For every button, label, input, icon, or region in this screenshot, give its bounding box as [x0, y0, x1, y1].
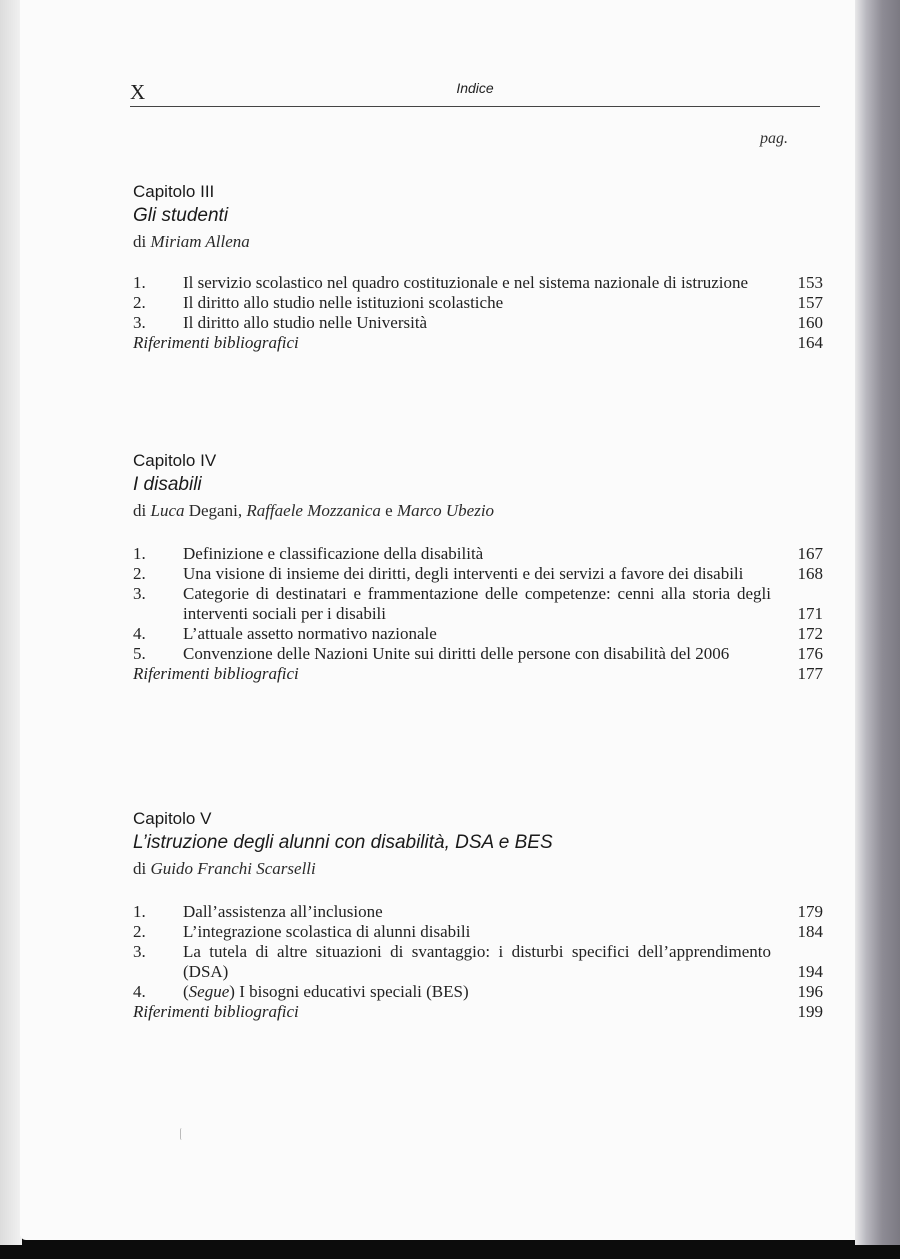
pencil-mark	[180, 1128, 184, 1140]
toc-entry[interactable]: 3. La tutela di altre situazioni di svantaggio: i disturbi specifici dell’apprendimento (DSA) 194	[133, 942, 823, 981]
chapter-title: Gli studenti	[133, 205, 229, 226]
toc-entry[interactable]: 2. L’integrazione scolastica di alunni disabili 184	[133, 922, 823, 941]
toc-references[interactable]	[133, 1002, 823, 1022]
toc-entries	[133, 544, 823, 684]
entry-text: Il servizio scolastico nel quadro costituzionale e nel sistema nazionale di istruzione	[183, 273, 749, 292]
entry-page: 196	[797, 982, 823, 1001]
toc-entries	[133, 902, 823, 1022]
entry-page: 160	[797, 313, 823, 332]
chapter-author: di Luca Degani, Raffaele Mozzanica e Marco Ubezio	[133, 501, 495, 520]
author-name: Raffaele Mozzanica	[246, 501, 381, 520]
chapter-author: di Miriam Allena	[133, 232, 250, 251]
entry-text: Convenzione delle Nazioni Unite sui diritti delle persone con disabilità del 2006	[183, 644, 730, 663]
chapter-number: Capitolo IV	[133, 451, 217, 470]
entry-page: 199	[797, 1002, 823, 1021]
toc-entry[interactable]: 3. Il diritto allo studio nelle Università 160	[133, 313, 823, 332]
toc-entry[interactable]: 5. Convenzione delle Nazioni Unite sui diritti delle persone con disabilità del 2006 176	[133, 644, 823, 663]
entry-page: 176	[797, 644, 823, 663]
toc-entry[interactable]: 1. Il servizio scolastico nel quadro costituzionale e nel sistema nazionale di istruzione 153	[133, 273, 823, 292]
chapter-v	[133, 808, 823, 1022]
author-name: Guido Franchi Scarselli	[150, 859, 316, 878]
entry-page: 194	[797, 962, 823, 981]
toc-entry[interactable]: 4. (Segue) I bisogni educativi speciali (BES) 196	[133, 982, 823, 1001]
entry-page: 171	[797, 604, 823, 623]
author-name: Miriam Allena	[150, 232, 250, 251]
toc-entry[interactable]: 1. Definizione e classificazione della disabilità 167	[133, 544, 823, 563]
pag-label: pag.	[760, 130, 788, 147]
author-name: Marco Ubezio	[396, 501, 495, 520]
entry-text: Definizione e classificazione della disabilità	[183, 544, 484, 563]
chapter-author: di Guido Franchi Scarselli	[133, 859, 316, 878]
chapter-iv	[133, 450, 823, 684]
entry-page: 179	[797, 902, 823, 921]
chapter-title: I disabili	[133, 474, 202, 495]
entry-text: La tutela di altre situazioni di svantaggio: i disturbi specifici dell’apprendimento (DSA)	[183, 942, 771, 981]
entry-page: 184	[797, 922, 823, 941]
page-spine-shadow	[855, 0, 900, 1245]
entry-text: L’integrazione scolastica di alunni disabili	[183, 922, 471, 941]
toc-entry[interactable]: 2. Una visione di insieme dei diritti, degli interventi e dei servizi a favore dei disabili 168	[133, 564, 823, 583]
references-text: Riferimenti bibliografici	[133, 333, 299, 352]
running-title: Indice	[456, 80, 494, 96]
toc-entry[interactable]: 2. Il diritto allo studio nelle istituzioni scolastiche 157	[133, 293, 823, 312]
toc-references[interactable]	[133, 664, 823, 684]
entry-text: Il diritto allo studio nelle istituzioni scolastiche	[183, 293, 504, 312]
chapter-iii	[133, 181, 823, 353]
toc-entry[interactable]: 3. Categorie di destinatari e frammentazione delle competenze: cenni alla storia degli interventi sociali per i disabili 171	[133, 584, 823, 623]
page-header	[130, 78, 820, 107]
author-name: Luca	[150, 501, 185, 520]
entry-text: Una visione di insieme dei diritti, degli interventi e dei servizi a favore dei disabili	[183, 564, 744, 583]
toc-entry[interactable]: 4. L’attuale assetto normativo nazionale 172	[133, 624, 823, 643]
toc-references[interactable]	[133, 333, 823, 353]
entry-page: 177	[797, 664, 823, 683]
references-text: Riferimenti bibliografici	[133, 664, 299, 683]
entry-text: (Segue) I bisogni educativi speciali (BES)	[183, 982, 469, 1001]
entry-page: 172	[797, 624, 823, 643]
entry-page: 153	[797, 273, 823, 292]
chapter-number: Capitolo III	[133, 182, 215, 201]
toc-entries	[133, 273, 823, 353]
entry-text: Dall’assistenza all’inclusione	[183, 902, 383, 921]
page-folio: X	[130, 80, 146, 104]
entry-text: L’attuale assetto normativo nazionale	[183, 624, 437, 643]
scan-left-edge	[0, 0, 22, 1245]
entry-page: 164	[797, 333, 823, 352]
toc-entry[interactable]: 1. Dall’assistenza all’inclusione 179	[133, 902, 823, 921]
references-text: Riferimenti bibliografici	[133, 1002, 299, 1021]
entry-page: 157	[797, 293, 823, 312]
chapter-title: L’istruzione degli alunni con disabilità, DSA e BES	[133, 832, 553, 853]
chapter-number: Capitolo V	[133, 809, 212, 828]
entry-text: Il diritto allo studio nelle Università	[183, 313, 428, 332]
entry-page: 168	[797, 564, 823, 583]
entry-page: 167	[797, 544, 823, 563]
entry-text: Categorie di destinatari e frammentazione delle competenze: cenni alla storia degli interventi sociali per i disabili	[183, 584, 771, 623]
